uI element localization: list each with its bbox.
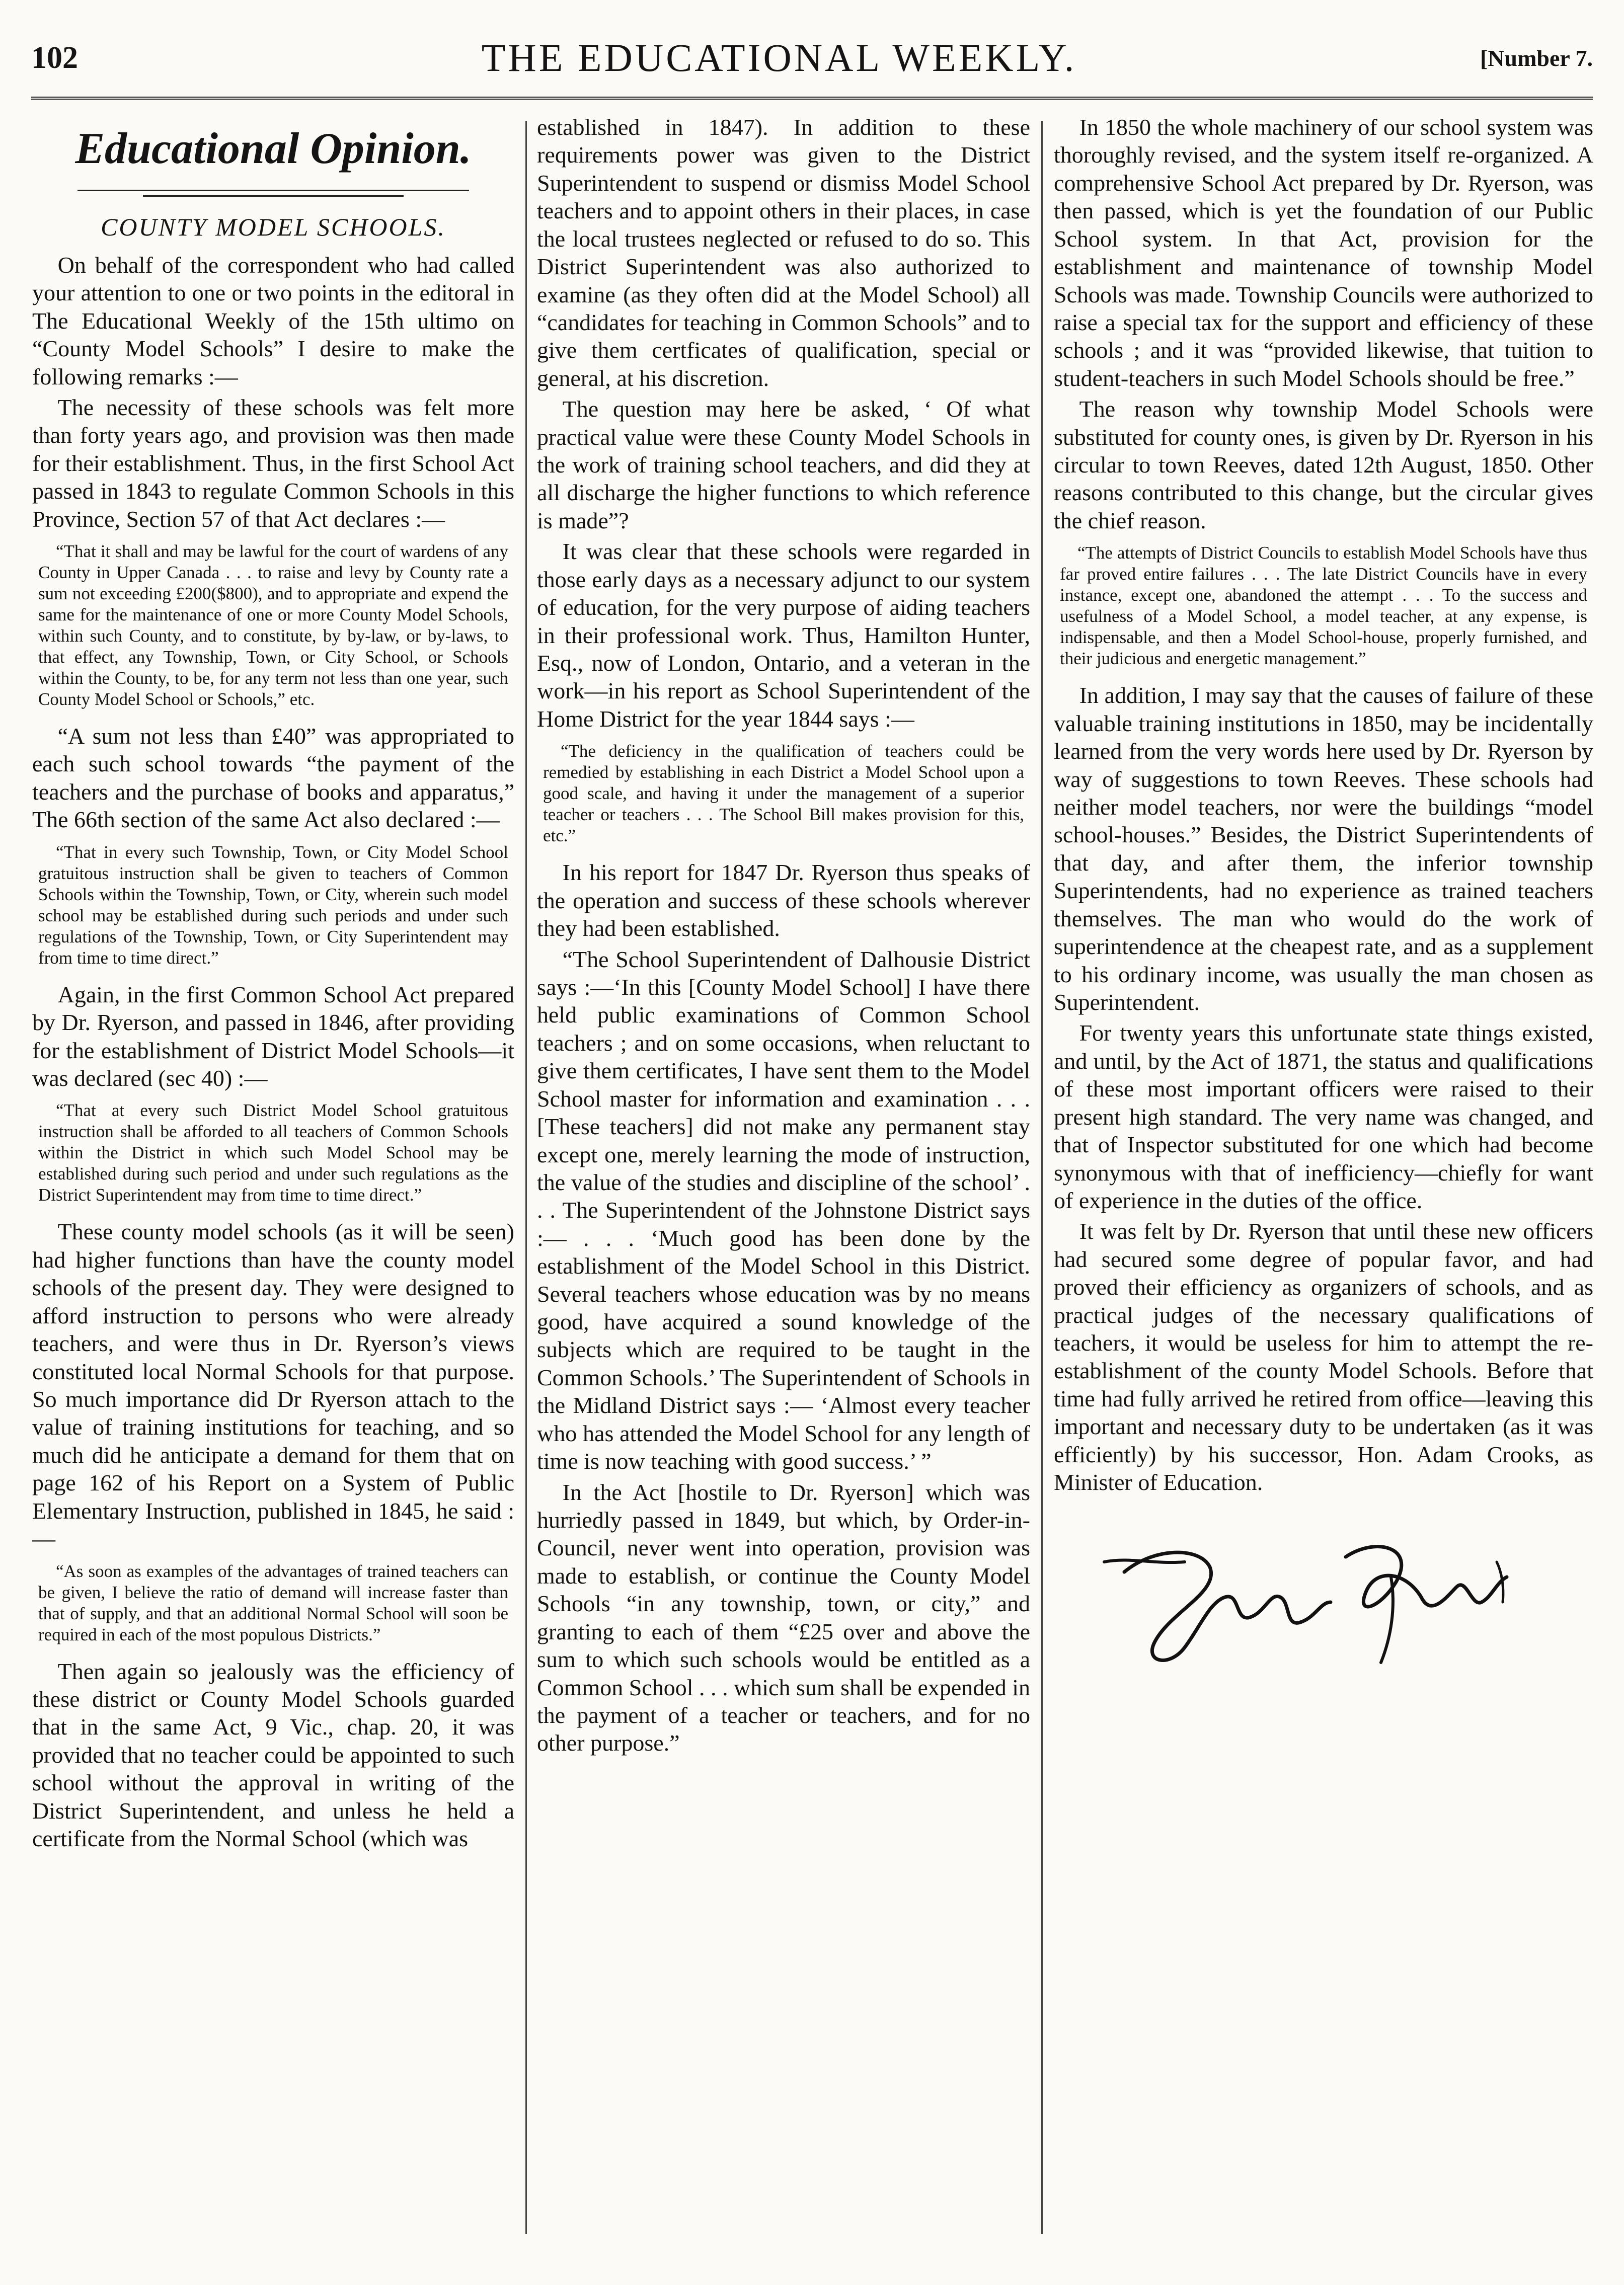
issue-number: [Number 7. [1480,45,1593,71]
masthead [31,30,1593,86]
paragraph: These county model schools (as it will be seen) had higher functions than have the county model schools of the present day. They were designed to afford instruction to persons who were already teachers, and were thus in Dr. Ryerson’s views constituted local Normal Schools for that purpose. So much importance did Dr Ryerson attach to the value of training institutions for teaching, and so much did he anticipate a demand for them that on page 162 of his Report on a System of Public Elementary Instruction, published in 1845, he said :— [32,1219,514,1552]
title-rule [143,195,404,197]
paragraph: In the Act [hostile to Dr. Ryerson] which was hurriedly passed in 1849, but which, by Order-in-Council, never went into operation, provision was made to establish, or continue the County Model Schools “in any township, town, or city,” and granting to each of them “£25 over and above the sum to which such schools would be entitled as a Common School . . . which sum shall be expended in the payment of a teacher or teachers, and for no other purpose.” [537,1479,1030,1756]
paragraph: The reason why township Model Schools were substituted for county ones, is given by Dr. Ryerson in his circular to town Reeves, dated 12th August, 1850. Other reasons contributed to this change, but the circular gives the chief reason. [1054,396,1593,533]
quoted-passage: “As soon as examples of the advantages of trained teachers can be given, I believe the ratio of demand will increase faster than that of supply, and that an additional Normal School will soon be required in each of the most populous Districts.” [38,1561,508,1644]
section-title: Educational Opinion. [75,124,472,173]
publication-title: THE EDUCATIONAL WEEKLY. [481,36,1077,80]
paragraph: The necessity of these schools was felt more than forty years ago, and provision was then made for their establishment. Thus, in the first School Act passed in 1843 to regulate Common Schools in this Province, Section 57 of that Act declares :— [32,394,514,532]
quoted-passage: “That in every such Township, Town, or City Model School gratuitous instruction shall be given to teachers of Common Schools within the Township, Town, or City, wherein such model school may be established during such periods and under such regulations of the Township, Town, or City Superintendent may from time to time direct.” [38,842,508,968]
paragraph: Again, in the first Common School Act prepared by Dr. Ryerson, and passed in 1846, after providing for the establishment of District Model Schools—it was declared (sec 40) :— [32,981,514,1091]
article-title: COUNTY MODEL SCHOOLS. [101,212,446,241]
paragraph: On behalf of the correspondent who had called your attention to one or two points in the editoral in The Educational Weekly of the 15th ultimo on “County Model Schools” I desire to make the following remarks :— [32,252,514,389]
paragraph: In 1850 the whole machinery of our school system was thoroughly revised, and the system itself re-organized. A comprehensive School Act prepared by Dr. Ryerson, was then passed, which is yet the foundation of our Public School system. In that Act, provision for the establishment and maintenance of township Model Schools was made. Township Councils were authorized to raise a special tax for the support and efficiency of these schools ; and it was “provided likewise, that tuition to student-teachers in such Model Schools should be free.” [1054,114,1593,391]
quoted-passage: “That it shall and may be lawful for the court of wardens of any County in Upper Canada . . . to raise and levy by County rate a sum not exceeding £200($800), and to appropriate and expend the same for the maintenance of one or more County Model Schools, within such County, and to constitute, by by-law, or by-laws, to that effect, any Township, Town, or City School, or Schools within the County, to be, for any term not less than one year, such County Model School or Schools,” etc. [38,541,508,710]
masthead-rule [31,97,1593,100]
column-1 [32,113,514,2247]
page-number: 102 [31,40,78,75]
quoted-passage: “The attempts of District Councils to establish Model Schools have thus far proved entire failures . . . The late District Councils have in every instance, except one, abandoned the attempt . . . To the success and usefulness of a Model School, a model teacher, at any expense, is indispensable, and then a Model School-house, properly furnished, and their judicious and energetic management.” [1060,543,1587,669]
paragraph: In addition, I may say that the causes of failure of these valuable training institutions in 1850, may be incidentally learned from the very words here used by Dr. Ryerson by way of suggestions to town Reeves. These schools had neither model teachers, nor were the buildings “model school-houses.” Besides, the District Superintendents of that day, and after them, the inferior township Superintendents, had no experience as trained teachers themselves. The man who would do the work of superintendence at the cheapest rate, and as a supplement to his ordinary income, was usually the man chosen as Superintendent. [1054,682,1593,1015]
column-divider [525,121,527,2234]
paragraph: “The School Superintendent of Dalhousie District says :—‘In this [County Model School] I have there held public examinations of Common School teachers ; and on some occasions, when reluctant to give them certificates, I have sent them to the Model School master for information and examination . . . [These teachers] did not make any permanent stay except one, merely learning the mode of instruction, the value of the studies and discipline of the school’ . . . The Superintendent of the Johnstone District says :— . . . ‘Much good has been done by the establishment of the Model School in this District. Several teachers whose education was by no means good, have acquired a sound knowledge of the subjects which are required to be taught in the Common Schools.’ The Superintendent of Schools in the Midland District says :— ‘Almost every teacher who has attended the Model School for any length of time is now teaching with good success.’ ” [537,946,1030,1474]
signature-image [1094,1527,1527,1678]
column-1-body [32,251,514,1853]
column-2 [537,113,1030,2247]
paragraph: It was clear that these schools were regarded in those early days as a necessary adjunct to our system of education, for the very purpose of aiding teachers in their professional work. Thus, Hamilton Hunter, Esq., now of London, Ontario, and a veteran in the work—in his report as School Superintendent of the Home District for the year 1844 says :— [537,538,1030,732]
paragraph: “A sum not less than £40” was appropriated to each such school towards “the payment of the teachers and the purchase of books and apparatus,” The 66th section of the same Act also declared :— [32,723,514,833]
column-3-body [1054,113,1593,1496]
paragraph: It was felt by Dr. Ryerson that until these new officers had secured some degree of popular favor, and had proved their efficiency as organizers of schools, and as practical judges of the necessary qualifications of teachers, it would be useless for him to attempt the re-establishment of the county Model Schools. Before that time had fully arrived he retired from office—leaving this important and necessary duty to be undertaken (as it was efficiently) by his successor, Hon. Adam Crooks, as Minister of Education. [1054,1218,1593,1495]
column-3 [1054,113,1593,2247]
paragraph: Then again so jealously was the efficiency of these district or County Model Schools guarded that in the same Act, 9 Vic., chap. 20, it was provided that no teacher could be appointed to such school without the approval in writing of the District Superintendent, and unless he held a certificate from the Normal School (which was [32,1658,514,1852]
paragraph: The question may here be asked, ‘ Of what practical value were these County Model Schools in the work of training school teachers, and did they at all discharge the higher functions to which reference is made”? [537,396,1030,533]
column-divider [1041,121,1043,2234]
quoted-passage: “That at every such District Model School gratuitous instruction shall be afforded to all teachers of Common Schools within the District in which such Model School may be established during such period and under such regulations as the District Superintendent may from time to time direct.” [38,1100,508,1205]
title-rule [78,190,469,191]
column-2-body [537,113,1030,1757]
paragraph: For twenty years this unfortunate state things existed, and until, by the Act of 1871, the status and qualifications of these most important officers were raised to their present high standard. The very name was changed, and that of Inspector substituted for one which had become synonymous with that of inefficiency—chiefly for want of experience in the duties of the office. [1054,1020,1593,1213]
paragraph: In his report for 1847 Dr. Ryerson thus speaks of the operation and success of these schools wherever they had been established. [537,859,1030,941]
signature [1054,1527,1593,1678]
paragraph: established in 1847). In addition to these requirements power was given to the District Superintendent to suspend or dismiss Model School teachers and to appoint others in their places, in case the local trustees neglected or refused to do so. This District Superintendent was also authorized to examine (as they often did at the Model School) all “candidates for teaching in Common Schools” and to give them certficates of qualification, special or general, at his discretion. [537,114,1030,391]
quoted-passage: “The deficiency in the qualification of teachers could be remedied by establishing in each District a Model School upon a good scale, and having it under the management of a superior teacher or teachers . . . The School Bill makes provision for this, etc.” [543,741,1024,846]
